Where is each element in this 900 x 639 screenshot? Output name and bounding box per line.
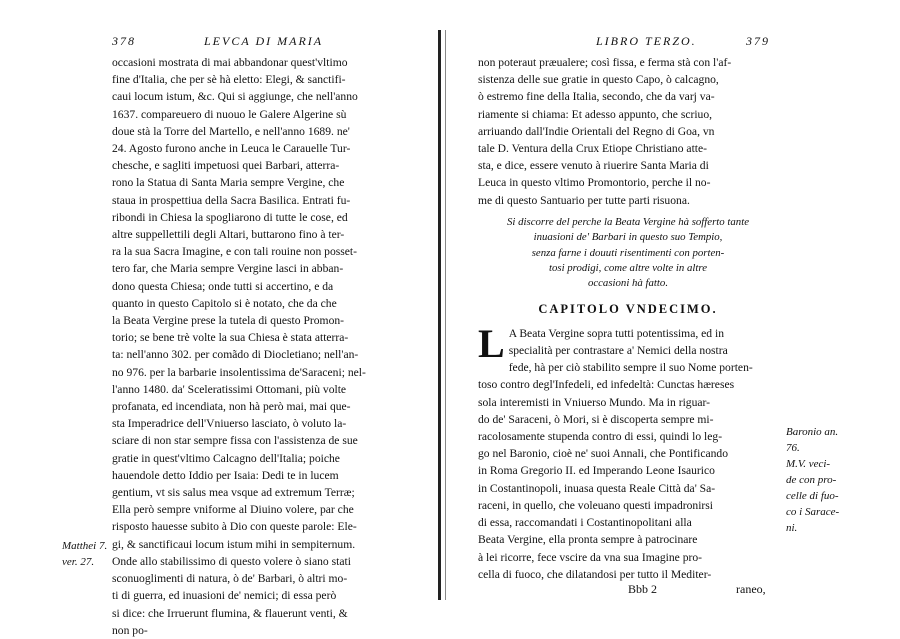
text-line: 24. Agosto furono anche in Leuca le Carauelle Tur- bbox=[112, 142, 351, 156]
text-line: Leuca in questo vltimo Promontorio, perche il no- bbox=[478, 176, 711, 190]
right-page bbox=[478, 34, 778, 596]
summary-line: tosi prodigi, come altre volte in altre bbox=[548, 262, 708, 275]
text-line: la Beata Vergine prese la tutela di questo Promon- bbox=[112, 314, 345, 328]
text-line: occasioni mostrata di mai abbandonar quest'vltimo bbox=[112, 56, 348, 69]
chapter-title: CAPITOLO VNDECIMO. bbox=[538, 301, 718, 316]
margin-note-line: 76. bbox=[786, 442, 800, 454]
text-line: riamente si chiama: Et adesso appunto, che scriuo, bbox=[478, 107, 713, 121]
text-line: sta Imperadrice dell'Vniuerso lasciato, ò voluto la- bbox=[112, 417, 347, 431]
text-line: fine d'Italia, che per sè hà eletto: Elegi, & sanctifi- bbox=[112, 73, 346, 87]
left-page-text bbox=[112, 54, 434, 639]
summary-line: occasioni hà fatto. bbox=[587, 277, 669, 290]
text-line: rono la Statua di Santa Maria sempre Vergine, che bbox=[112, 176, 345, 190]
text-line: hauendole detto Iddio per Isaia: Dedi te in lucem bbox=[112, 468, 339, 482]
text-line: non poteraut præualere; così fissa, e ferma stà con l'af- bbox=[478, 56, 732, 69]
text-line: doue stà la Torre del Martello, e nell'anno 1689. ne' bbox=[112, 124, 350, 138]
summary-line: senza farne i douuti risentimenti con porten- bbox=[531, 246, 725, 259]
signature-mark: Bbb 2 bbox=[628, 582, 658, 596]
left-page-header bbox=[112, 34, 434, 52]
drop-cap: L bbox=[478, 320, 505, 366]
text-line: gi, & sanctificaui locum istum mihi in sempiternum. bbox=[112, 537, 356, 551]
text-line: A Beata Vergine sopra tutti potentissima, ed in bbox=[508, 326, 724, 340]
right-running-title: LIBRO TERZO. bbox=[596, 34, 697, 48]
text-line: di essa, raccomandati i Costantinopolitani alla bbox=[478, 516, 692, 530]
text-line: altre suppellettili degli Altari, buttarono fino à ter- bbox=[112, 228, 345, 242]
margin-note-line: co i Sarace- bbox=[786, 506, 840, 518]
text-line: in Costantinopoli, inuasa questa Reale Città da' Sa- bbox=[478, 481, 716, 495]
text-line: in Roma Gregorio II. ed Imperando Leone Isaurico bbox=[478, 464, 715, 478]
text-line: caui locum istum, &c. Qui si aggiunge, che nell'anno bbox=[112, 90, 358, 104]
text-line: sola interemisti in Vniuerso Mundo. Ma in riguar- bbox=[478, 395, 711, 409]
left-margin-note bbox=[62, 538, 107, 570]
right-page-text-top bbox=[478, 54, 778, 209]
text-line: profanata, ed incendiata, non hà però mai, mai que- bbox=[112, 400, 351, 414]
text-line: me di questo Santuario per tutte parti risuona. bbox=[478, 193, 690, 207]
text-line: raceni, in quello, che voleuano questi impadronirsi bbox=[478, 498, 714, 512]
text-line: arriuando dall'Indie Orientali del Regno di Goa, vn bbox=[478, 124, 715, 138]
text-line: tero far, che Maria sempre Vergine lasci in abban- bbox=[112, 262, 344, 276]
text-line: sconuoglimenti di natura, ò de' Barbari, ò altri mo- bbox=[112, 572, 348, 586]
text-line: specialità per contrastare a' Nemici della nostra bbox=[508, 344, 728, 358]
text-line: sta, e dice, essere venuto à riuerire Santa Maria di bbox=[478, 159, 709, 173]
text-line: gratie in quest'vltimo Calcagno dell'Italia; poiche bbox=[112, 451, 340, 465]
text-line: Beata Vergine, ella pronta sempre à patrocinare bbox=[478, 533, 698, 547]
margin-note-line: M.V. veci- bbox=[786, 458, 831, 470]
text-line: l'anno 1480. da' Sceleratissimi Ottomani, più volte bbox=[112, 382, 347, 396]
text-line: toso contro degl'Infedeli, ed infedeltà: Cunctas hæreses bbox=[478, 378, 735, 392]
margin-note-line: ver. 27. bbox=[62, 556, 95, 568]
text-line: Ella però sempre vniforme al Diuino volere, par che bbox=[112, 503, 354, 517]
text-line: 1637. compareuero di nuouo le Galere Algerine sù bbox=[112, 107, 347, 121]
text-line: fede, hà per ciò stabilito sempre il suo Nome porten- bbox=[508, 361, 753, 375]
text-line: non po- bbox=[112, 623, 148, 637]
margin-note-line: Matthei 7. bbox=[62, 540, 108, 552]
text-line: sciare di non star sempre fissa con l'assistenza de sue bbox=[112, 434, 358, 448]
margin-note-line: celle di fuo- bbox=[786, 490, 839, 502]
text-line: do de' Saraceni, ò Mori, si è discoperta sempre mi- bbox=[478, 412, 714, 426]
left-page bbox=[112, 34, 434, 639]
right-page-text-body bbox=[478, 320, 778, 583]
text-line: ribondi in Chiesa la spogliarono di tutte le cose, ed bbox=[112, 210, 348, 224]
left-running-title: LEVCA DI MARIA bbox=[204, 34, 324, 48]
text-line: cella di fuoco, che dilatandosi per tutto il Mediter- bbox=[478, 567, 712, 581]
text-line: tale D. Ventura della Crux Etiope Christiano atte- bbox=[478, 142, 708, 156]
text-line: ti di guerra, ed inuasioni de' nemici; di essa però bbox=[112, 589, 337, 603]
summary-line: inuasioni de' Barbari in questo suo Tempio, bbox=[533, 231, 723, 244]
catchword: raneo, bbox=[736, 582, 766, 596]
margin-note-line: de con pro- bbox=[786, 474, 837, 486]
text-line: quanto in questo Capitolo si è notato, che da che bbox=[112, 296, 337, 310]
text-line: sistenza delle sue gratie in questo Capo, ò calcagno, bbox=[478, 73, 719, 87]
summary-line: Si discorre del perche la Beata Vergine hà sofferto tante bbox=[507, 215, 749, 228]
chapter-summary bbox=[478, 215, 778, 292]
chapter-body bbox=[478, 320, 778, 583]
text-line: risposto hauesse subito à Dio con queste parole: Ele- bbox=[112, 520, 357, 534]
text-line: torio; se bene trè volte la sua Chiesa è stata atterra- bbox=[112, 331, 349, 345]
text-line: dono questa Chiesa; onde tutti si accertino, e da bbox=[112, 279, 334, 293]
margin-note-line: ni. bbox=[786, 522, 798, 534]
text-line: gentium, vt sis salus mea vsque ad extremum Terræ; bbox=[112, 486, 355, 500]
right-page-header bbox=[478, 34, 778, 52]
text-line: Onde allo stabilissimo di questo volere ò siano stati bbox=[112, 554, 351, 568]
book-gutter-shadow bbox=[445, 30, 446, 600]
text-line: staua in prospettiua della Sacra Basilica. Entrati fu- bbox=[112, 193, 351, 207]
text-line: racolosamente stupenda contro di essi, quindi lo leg- bbox=[478, 430, 723, 444]
right-page-number: 379 bbox=[746, 34, 770, 48]
book-gutter bbox=[438, 30, 441, 600]
text-line: ò estremo fine della Italia, secondo, che da varj va- bbox=[478, 90, 715, 104]
text-line: chesche, e sagliti impetuosi quei Barbari, atterra- bbox=[112, 159, 340, 173]
text-line: si dice: che Irruerunt flumina, & flauerunt venti, & bbox=[112, 606, 348, 620]
text-line: no 976. per la barbarie insolentissima de'Saraceni; nel- bbox=[112, 365, 366, 379]
left-page-number: 378 bbox=[112, 34, 136, 48]
text-line: ta: nell'anno 302. per comãdo di Diocletiano; nell'an- bbox=[112, 348, 359, 362]
margin-note-line: Baronio an. bbox=[786, 426, 839, 438]
text-line: ra la sua Sacra Imagine, e con tali rouine non posset- bbox=[112, 245, 357, 259]
right-margin-notes bbox=[786, 424, 839, 536]
text-line: à lei ricorre, fece vscire da vna sua Imagine pro- bbox=[478, 550, 703, 564]
text-line: go nel Baronio, cioè ne' suoi Annali, che Pontificando bbox=[478, 447, 729, 461]
